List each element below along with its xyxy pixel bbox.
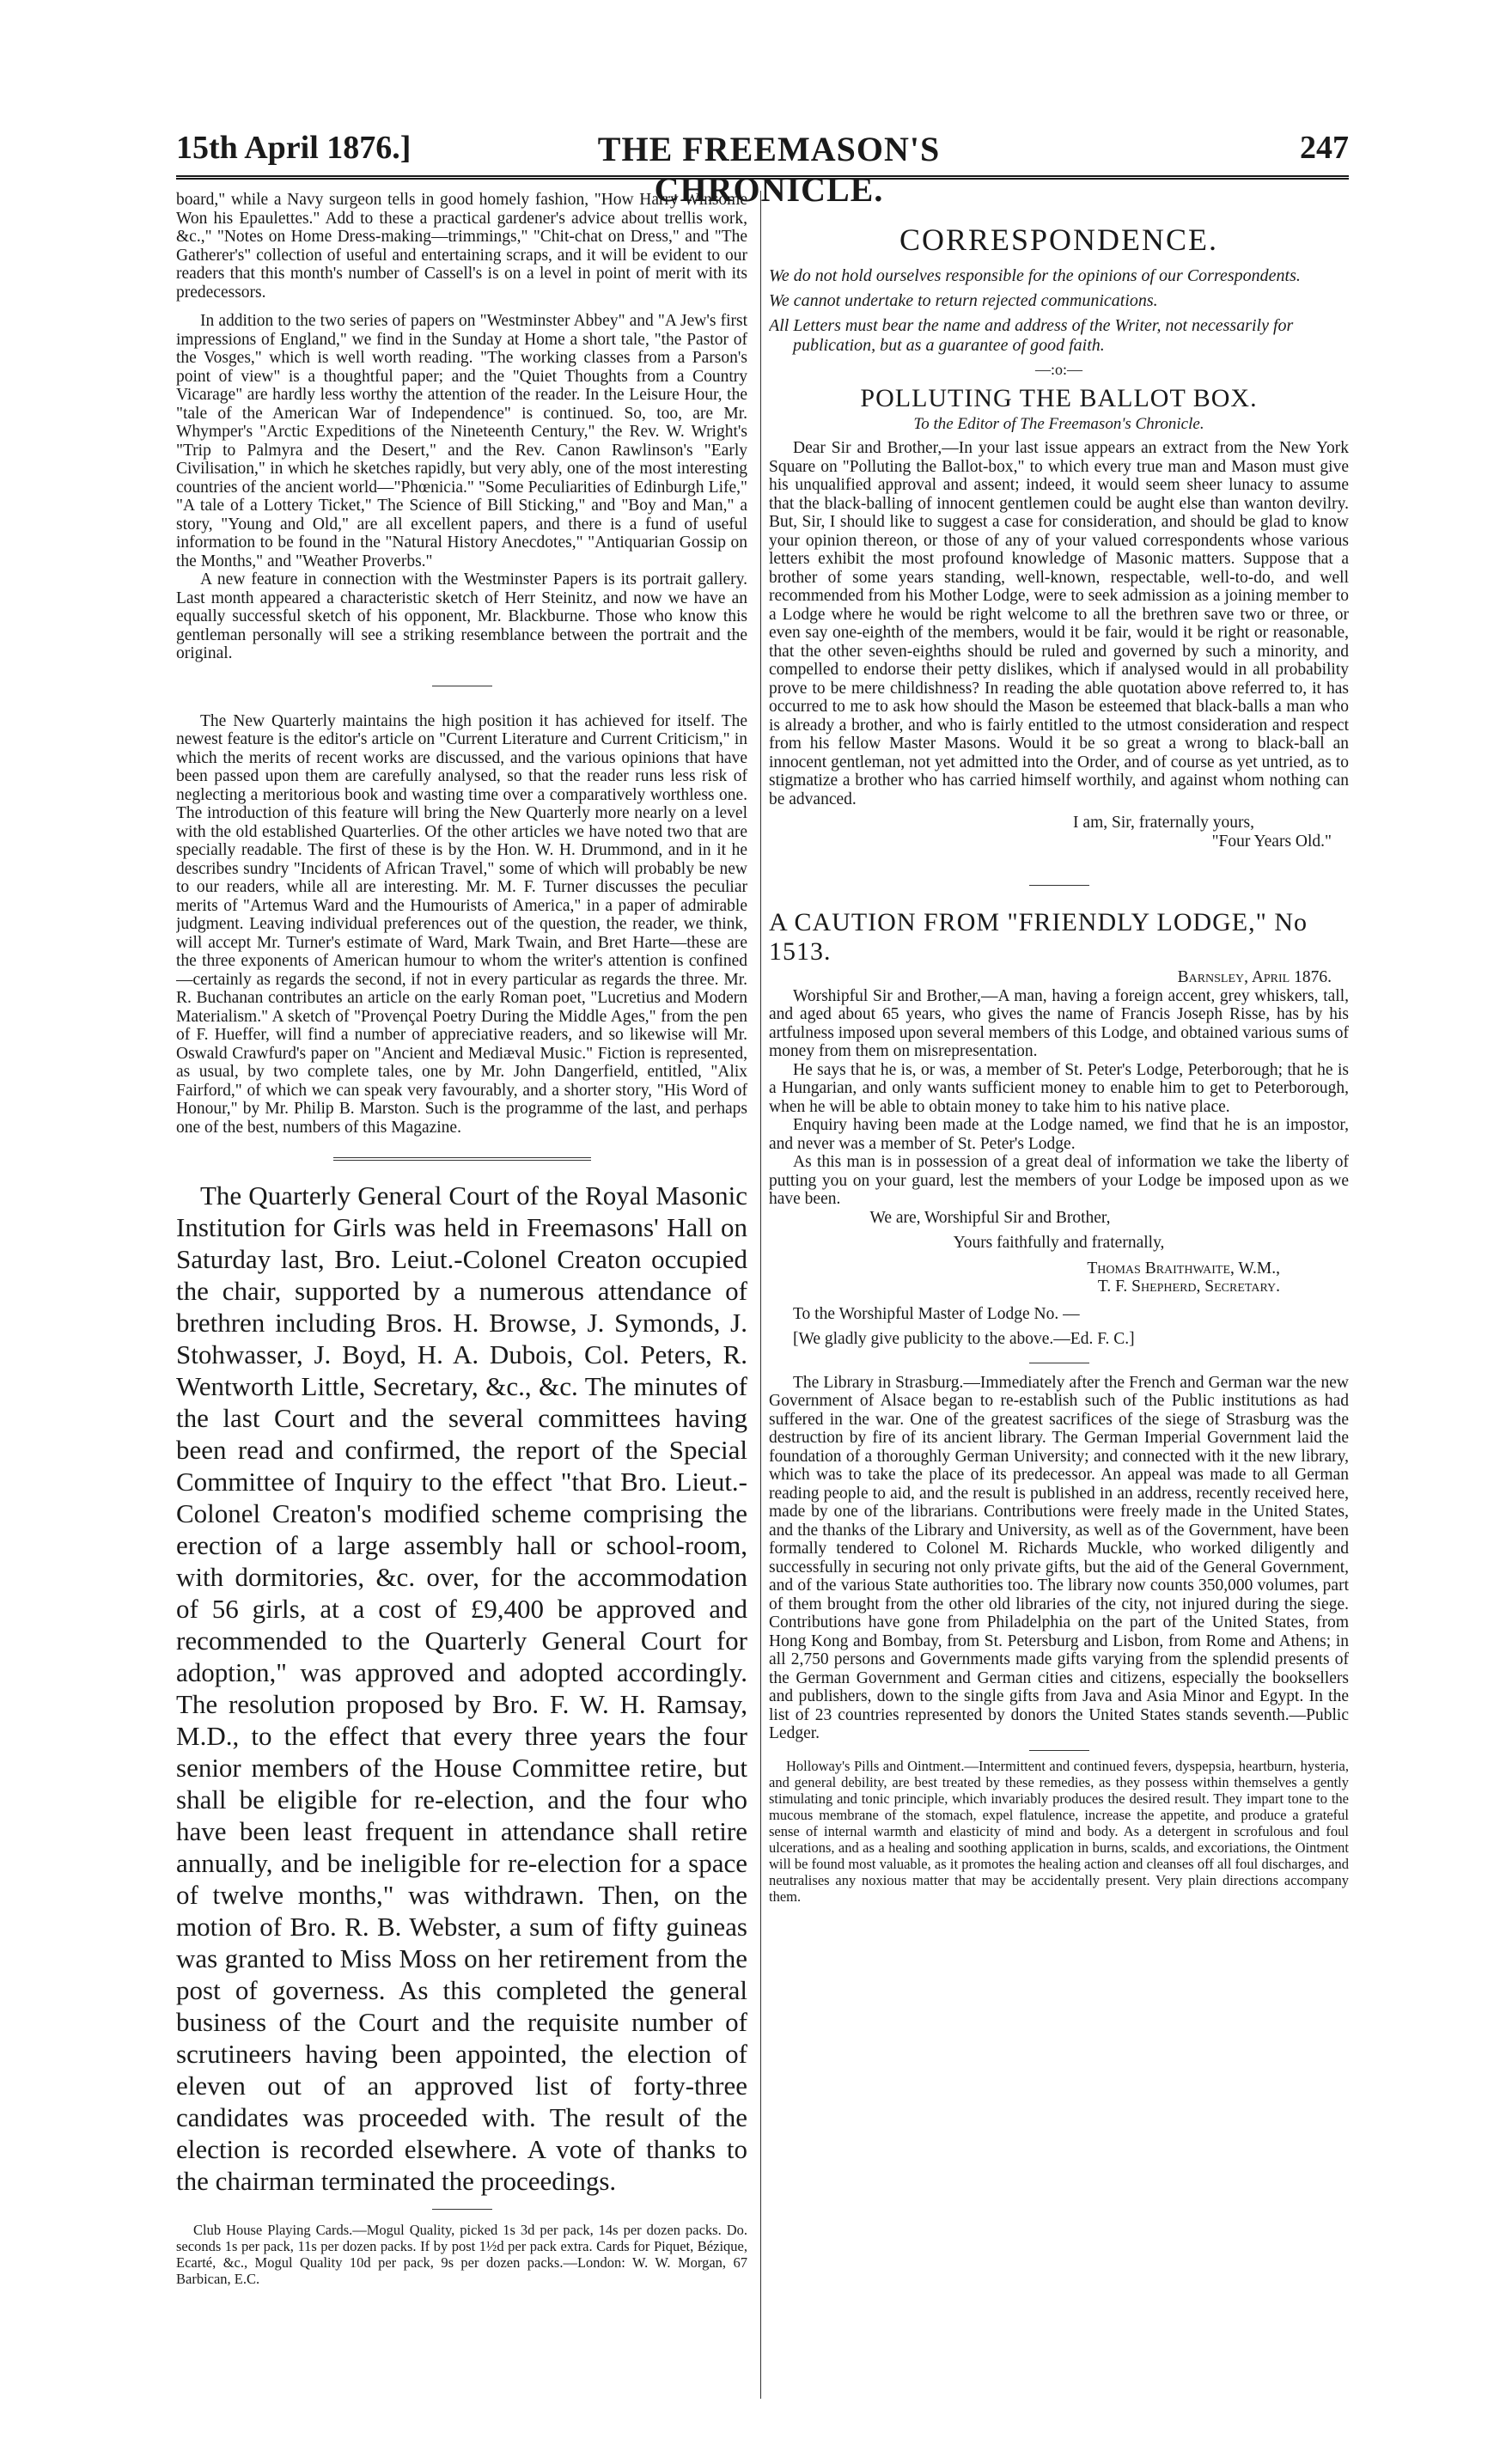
holloway-text: Holloway's Pills and Ointment.—Intermittent and continued fevers, dyspepsia, heartburn, hysteria, and general debility, are best treated by these remedies, as they possess within themselves a gently stimulating and tonic principle, which invariably produces the desired result. They impart tone to the mucous membrane of the stomach, expel flatulence, increase the appetite, and produce a grateful sense of internal warmth and elasticity of mind and body. As a detergent in scrofulous and foul ulcerations, and as a healing and soothing application in burns, scalds, and excoriations, the Ointment will be found most valuable, as it promotes the healing action and cleanses off all foul discharges, and neutralises any noxious matter that may be accidentally present. Very plain directions accompany them. — [769, 1757, 1349, 1905]
ballot-box-heading: POLLUTING THE BALLOT BOX. — [860, 384, 1258, 412]
caution-signature-wm: Thomas Braithwaite, W.M., — [1087, 1259, 1280, 1278]
caution-closing-2: Yours faithfully and fraternally, — [953, 1234, 1165, 1252]
review-paragraph-cassells: board," while a Navy surgeon tells in good homely fashion, "How Harry Winsome Won his Epaulettes." Add to these a practical gardener's advice about trellis work, &c.," "Notes on Home Dress-making—trimmings," "Chit-chat on Dress," and "The Gatherer's" collection of useful and entertaining scraps, and it will be evident to our readers that this month's number of Cassell's is on a level in point of merit with its predecessors. — [176, 191, 747, 302]
ornamental-separator: —:o:— — [1034, 361, 1082, 378]
ballot-letter — [769, 439, 1349, 851]
holloway-rule — [1029, 1750, 1089, 1751]
caution-signature-secretary: T. F. Shepherd, Secretary. — [1097, 1278, 1280, 1296]
caution-heading: A CAUTION FROM "FRIENDLY LODGE," No 1513. — [769, 908, 1308, 966]
notice-rejected: We cannot undertake to return rejected communications. — [769, 291, 1158, 310]
library-article — [769, 1374, 1349, 1743]
right-column — [769, 191, 1349, 2399]
review-paragraph-sunday-at-home: In addition to the two series of papers on "Westminster Abbey" and "A Jew's first impressions of England," we find in the Sunday at Home a short tale, "the Pastor of the Vosges," which is well worth reading. "The working classes from a Parson's point of view" is a thoughtful paper; and the "Quiet Thoughts from a Country Vicarage" are hardly less worthy the attention of the reader. In the Leisure Hour, the "tale of the American War of Independence" is continued. So, too, are Mr. Whymper's "Arctic Expeditions of the Nineteenth Century," the Rev. W. Wright's "Trip to Palmyra and the Desert," and the Rev. Canon Rawlinson's "Early Civilisation," in which he sketches rapidly, but very ably, one of the most interesting countries of the ancient world—"Phœnicia." "Some Peculiarities of Edinburgh Life," "A tale of a Lottery Ticket," The Science of Bill Sticking," and "Boy and Man," a story, "Young and Old," are all excellent papers, and there is a fund of useful information to be found in the "Natural History Anecdotes," "Antiquarian Gossip on the Months," and "Weather Proverbs." — [176, 312, 747, 570]
header-rule — [176, 175, 1349, 180]
caution-paragraph-4: As this man is in possession of a great deal of information we take the liberty of putting you on your guard, lest the members of your Lodge be imposed upon as we have been. — [769, 1153, 1349, 1208]
holloway-advert — [769, 1758, 1349, 1905]
editor-note: [We gladly give publicity to the above.—Ed. F. C.] — [793, 1330, 1135, 1348]
playing-cards-advert — [176, 2222, 747, 2287]
notice-letters: All Letters must bear the name and address of the Writer, not necessarily for publication, but as a guarantee of good faith. — [769, 316, 1294, 355]
caution-paragraph-3: Enquiry having been made at the Lodge named, we find that he is an impostor, and never was a member of St. Peter's Lodge. — [769, 1116, 1349, 1153]
correspondence-heading: CORRESPONDENCE. — [899, 223, 1219, 257]
letter-rule — [1029, 885, 1089, 886]
notice-responsibility: We do not hold ourselves responsible for the opinions of our Correspondents. — [769, 266, 1301, 285]
advert-text: Club House Playing Cards.—Mogul Quality, picked 1s 3d per pack, 14s per dozen packs. Do. seconds 1s per pack, 11s per dozen packs. If by post 1½d per pack extra. Cards for Piquet, Bézique, Ecarté, &c., Mogul Quality 10d per pack, 9s per dozen packs.—London: W. W. Morgan, 67 Barbican, E.C. — [176, 2222, 747, 2287]
page-header — [176, 129, 1349, 209]
advert-rule — [432, 2209, 492, 2210]
caution-closing-1: We are, Worshipful Sir and Brother, — [869, 1208, 1111, 1227]
ballot-closing: I am, Sir, fraternally yours, — [1073, 814, 1254, 832]
left-column — [176, 191, 747, 2399]
caution-letter — [769, 968, 1349, 1349]
girls-institution-paragraph: The Quarterly General Court of the Royal Masonic Institution for Girls was held in Freemasons' Hall on Saturday last, Bro. Leiut.-Colonel Creaton occupied the chair, supported by a numerous attendance of brethren including Bros. H. Browse, J. Symonds, J. Stohwasser, J. Boyd, H. A. Dubois, Col. Peters, R. Wentworth Little, Secretary, &c., &c. The minutes of the last Court and the several committees having been read and confirmed, the report of the Special Committee of Inquiry to the effect "that Bro. Lieut.-Colonel Creaton's modified scheme comprising the erection of a large assembly hall or school-room, with dormitories, &c. over, for the accommodation of 56 girls, at a cost of £9,400 be approved and recommended to the Quarterly General Court for adoption," was approved and adopted accordingly. The resolution proposed by Bro. F. W. H. Ramsay, M.D., to the effect that every three years the four senior members of the House Committee retire, but shall be eligible for re-election, and the four who have been least frequent in attendance shall retire annually, and be ineligible for re-election for a space of twelve months," was withdrawn. Then, on the motion of Bro. R. B. Webster, a sum of fifty guineas was granted to Miss Moss on her retirement from the post of governess. As this completed the general business of the Court and the requisite number of scrutineers having been appointed, the election of eleven out of an approved list of forty-three candidates was proceeded with. The result of the election is recorded elsewhere. A vote of thanks to the chairman terminated the proceedings. — [176, 1180, 747, 2196]
library-paragraph: The Library in Strasburg.—Immediately after the French and German war the new Government of Alsace began to re-establish such of the Public institutions as had suffered in the war. One of the greatest sacrifices of the siege of Strasburg was the destruction by fire of its ancient library. The German Imperial Government laid the foundation of a thoroughly German University; and connected with it the new library, which was to take the place of its predecessor. An appeal was made to all German reading people to aid, and the result is published in an address, recently received here, made by one of the librarians. Contributions were freely made in the United States, and the thanks of the Library and University, as well as of the Government, have been formally tendered to Colonel M. Richards Muckle, who worked diligently and successfully in securing not only private gifts, but the aid of the General Government, and of the various State authorities too. The library now counts 350,000 volumes, part of them brought from the other old libraries of the city, not injured during the siege. Contributions have gone from Philadelphia on the part of the United States, from Hong Kong and Bombay, from St. Petersburg and Lisbon, from Rome and Athens; in all 2,750 persons and Governments made gifts varying from the splendid presents of the German Government and German cities and citizens, especially the booksellers and publishers, down to the single gifts from Java and Asia Minor and Egypt. In the list of 23 countries represented by donors the United States stands seventh.—Public Ledger. — [769, 1373, 1349, 1742]
caution-paragraph-1: Worshipful Sir and Brother,—A man, having a foreign accent, grey whiskers, tall, and aged about 65 years, who gives the name of Francis Joseph Risse, has by his artfulness imposed upon several members of this Lodge, and obtained various sums of money from them on misrepresentation. — [769, 986, 1349, 1060]
caution-paragraph-2: He says that he is, or was, a member of St. Peter's Lodge, Peterborough; that he is a Hungarian, and only wants sufficient money to enable him to get to Peterborough, when he will be able to obtain money to take him to his native place. — [769, 1060, 1349, 1116]
page-number: 247 — [1300, 130, 1349, 166]
column-divider — [760, 191, 761, 2399]
caution-addressee: To the Worshipful Master of Lodge No. — — [793, 1304, 1080, 1323]
review-paragraph-westminster-papers: A new feature in connection with the Westminster Papers is its portrait gallery. Last month appeared a characteristic sketch of Herr Steinitz, and now we have an equally successful sketch of his opponent, Mr. Blackburne. Those who know this gentleman personally will see a striking resemblance between the portrait and the original. — [176, 570, 747, 662]
ballot-signature: "Four Years Old." — [1211, 832, 1332, 851]
caution-dateline: Barnsley, April 1876. — [1177, 968, 1332, 986]
ballot-letter-body: Dear Sir and Brother,—In your last issue appears an extract from the New York Square on "Polluting the Ballot-box," to which every true man and Mason must give his unqualified approval and assent; indeed, it would seem sheer lunacy to assume that the black-balling of innocent gentlemen could be aught else than wanton devilry. But, Sir, I should like to suggest a case for consideration, and should be glad to know your opinion thereon, or those of any of your valued correspondents whose various letters exhibit the most profound knowledge of Masonic matters. Suppose that a brother of some years standing, well-known, respectable, well-to-do, and well recommended from his Mother Lodge, were to seek admission as a joining member to a Lodge where he would be right welcome to all the brethren save two or three, or even say one-eighth of the members, would it be fair, would it be right or reasonable, that the other seven-eighths should be ruled and governed by such a minority, and compelled to endorse their petty dislikes, which if analysed would in all probability prove to be mere childishness? In reading the able quotation above referred to, it has occurred to me to ask how should the Mason be esteemed that black-balls a man who is already a brother, and who is fairly entitled to the utmost consideration and respect from his fellow Master Masons. Would it be so great a wrong to black-ball an innocent gentleman, not yet admitted into the Order, and of course as yet untried, as to stigmatize a brother who has carried himself worthily, and against whom nothing can be advanced. — [769, 439, 1349, 808]
issue-date: 15th April 1876.] — [176, 130, 412, 166]
masthead-title: THE FREEMASON'S CHRONICLE. — [597, 130, 941, 209]
review-paragraph-new-quarterly: The New Quarterly maintains the high position it has achieved for itself. The newest feature is the editor's article on "Current Literature and Current Criticism," in which the merits of recent works are discussed, and the various opinions that have been passed upon them are carefully analysed, so that the reader runs less risk of neglecting a meritorious book and wasting time over a comparatively worthless one. The introduction of this feature will bring the New Quarterly more nearly on a level with the old established Quarterlies. Of the other articles we have noted two that are specially readable. The first of these is by the Hon. W. H. Drummond, and in it he describes sundry "Incidents of African Travel," some of which will probably be new to our readers, while all are interesting. Mr. M. F. Turner discusses the peculiar merits of "Artemus Ward and the Humourists of America," in a paper of admirable judgment. Leaving individual preferences out of the question, the reader, we think, will accept Mr. Turner's estimate of Ward, Mark Twain, and Bret Harte—these are the three exponents of American humour to whom the writer's attention is confined—certainly as regards the second, if not in every particular as regards the three. Mr. R. Buchanan contributes an article on the early Roman poet, "Lucretius and Modern Materialism." A sketch of "Provençal Poetry During the Middle Ages," from the pen of F. Hueffer, will find a number of appreciative readers, and so likewise will Mr. Oswald Crawfurd's paper on "Ancient and Mediæval Music." Fiction is represented, as usual, by two complete tales, one by Mr. John Dangerfield, entitled, "Alix Fairford," of which we can speak very favourably, and a shorter story, "His Word of Honour," by Mr. Philip B. Marston. Such is the programme of the last, and perhaps one of the best, numbers of this Magazine. — [176, 711, 747, 1137]
section-double-rule — [333, 1157, 591, 1161]
masonic-institution-report — [176, 1180, 747, 2197]
magazine-reviews — [176, 191, 747, 1137]
ballot-addressee: To the Editor of The Freemason's Chronicle. — [913, 415, 1204, 433]
